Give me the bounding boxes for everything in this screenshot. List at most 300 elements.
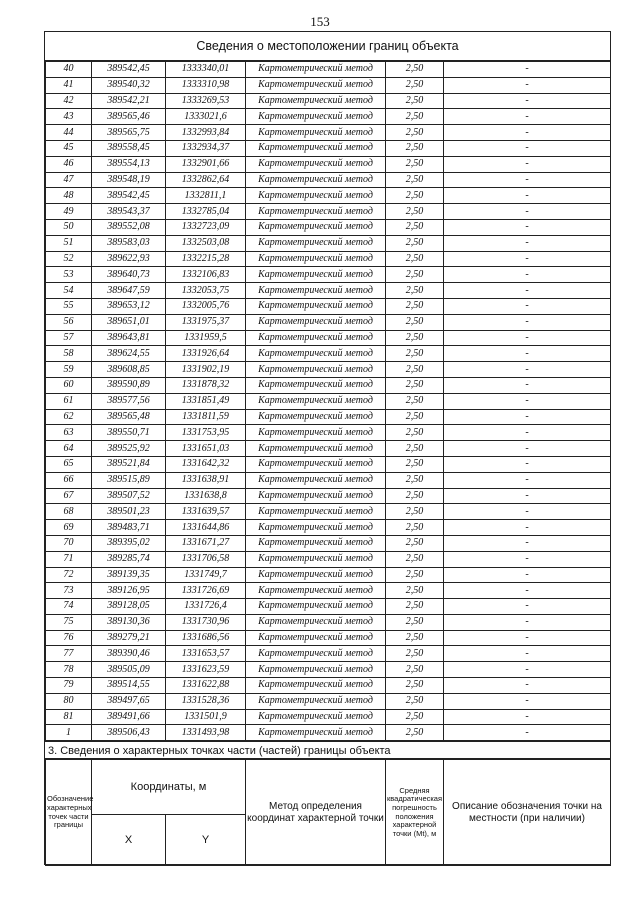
cell-point-number: 76 xyxy=(46,630,92,646)
cell-point-number: 69 xyxy=(46,520,92,536)
cell-coord-y: 1331686,56 xyxy=(166,630,246,646)
cell-point-number: 62 xyxy=(46,409,92,425)
table-row xyxy=(46,188,611,204)
cell-coord-y: 1331878,32 xyxy=(166,377,246,393)
cell-coord-y: 1331493,98 xyxy=(166,725,246,741)
cell-point-number: 41 xyxy=(46,77,92,93)
cell-accuracy: 2,50 xyxy=(386,346,444,362)
cell-coord-x: 389622,93 xyxy=(92,251,166,267)
cell-method: Картометрический метод xyxy=(246,709,386,725)
cell-accuracy: 2,50 xyxy=(386,472,444,488)
cell-coord-x: 389577,56 xyxy=(92,393,166,409)
cell-point-number: 68 xyxy=(46,504,92,520)
cell-coord-x: 389542,21 xyxy=(92,93,166,109)
cell-coord-y: 1331528,36 xyxy=(166,693,246,709)
cell-description: - xyxy=(444,330,611,346)
cell-coord-x: 389651,01 xyxy=(92,314,166,330)
cell-point-number: 78 xyxy=(46,662,92,678)
cell-point-number: 51 xyxy=(46,235,92,251)
cell-point-number: 59 xyxy=(46,362,92,378)
table-row xyxy=(46,172,611,188)
cell-description: - xyxy=(444,646,611,662)
cell-description: - xyxy=(444,709,611,725)
cell-description: - xyxy=(444,662,611,678)
cell-coord-y: 1331653,57 xyxy=(166,646,246,662)
cell-coord-x: 389505,09 xyxy=(92,662,166,678)
cell-description: - xyxy=(444,219,611,235)
cell-coord-x: 389130,36 xyxy=(92,614,166,630)
cell-accuracy: 2,50 xyxy=(386,488,444,504)
cell-description: - xyxy=(444,441,611,457)
cell-coord-x: 389521,84 xyxy=(92,456,166,472)
table-row xyxy=(46,488,611,504)
cell-description: - xyxy=(444,599,611,615)
cell-point-number: 43 xyxy=(46,109,92,125)
table-row xyxy=(46,662,611,678)
cell-method: Картометрический метод xyxy=(246,520,386,536)
cell-coord-x: 389542,45 xyxy=(92,62,166,78)
cell-method: Картометрический метод xyxy=(246,109,386,125)
cell-description: - xyxy=(444,109,611,125)
cell-method: Картометрический метод xyxy=(246,156,386,172)
cell-description: - xyxy=(444,693,611,709)
cell-accuracy: 2,50 xyxy=(386,156,444,172)
cell-description: - xyxy=(444,140,611,156)
cell-coord-y: 1331726,69 xyxy=(166,583,246,599)
cell-method: Картометрический метод xyxy=(246,678,386,694)
header-y: Y xyxy=(166,815,246,866)
cell-coord-x: 389514,55 xyxy=(92,678,166,694)
table-row xyxy=(46,630,611,646)
table-row xyxy=(46,678,611,694)
cell-coord-x: 389515,89 xyxy=(92,472,166,488)
cell-description: - xyxy=(444,725,611,741)
cell-description: - xyxy=(444,678,611,694)
cell-coord-x: 389583,03 xyxy=(92,235,166,251)
header-description: Описание обозначения точки на местности (при наличии) xyxy=(444,760,611,866)
cell-coord-y: 1331651,03 xyxy=(166,441,246,457)
cell-coord-y: 1331671,27 xyxy=(166,535,246,551)
table-row xyxy=(46,330,611,346)
cell-method: Картометрический метод xyxy=(246,62,386,78)
cell-coord-y: 1332993,84 xyxy=(166,125,246,141)
cell-description: - xyxy=(444,583,611,599)
table-row xyxy=(46,583,611,599)
cell-description: - xyxy=(444,614,611,630)
cell-method: Картометрический метод xyxy=(246,314,386,330)
section3-title: 3. Сведения о характерных точках части (частей) границы объекта xyxy=(45,741,610,759)
header-point-label: Обозначение характерных точек части границы xyxy=(46,760,92,866)
cell-method: Картометрический метод xyxy=(246,488,386,504)
table-row xyxy=(46,93,611,109)
cell-point-number: 73 xyxy=(46,583,92,599)
cell-accuracy: 2,50 xyxy=(386,709,444,725)
table-row xyxy=(46,346,611,362)
cell-coord-y: 1331749,7 xyxy=(166,567,246,583)
cell-accuracy: 2,50 xyxy=(386,441,444,457)
cell-description: - xyxy=(444,551,611,567)
cell-method: Картометрический метод xyxy=(246,393,386,409)
cell-coord-y: 1331639,57 xyxy=(166,504,246,520)
cell-method: Картометрический метод xyxy=(246,235,386,251)
cell-accuracy: 2,50 xyxy=(386,109,444,125)
section3-header-table xyxy=(45,759,611,866)
cell-accuracy: 2,50 xyxy=(386,77,444,93)
cell-coord-x: 389565,75 xyxy=(92,125,166,141)
cell-coord-x: 389590,89 xyxy=(92,377,166,393)
table-row xyxy=(46,77,611,93)
cell-coord-x: 389548,19 xyxy=(92,172,166,188)
cell-coord-y: 1331959,5 xyxy=(166,330,246,346)
cell-coord-x: 389279,21 xyxy=(92,630,166,646)
cell-method: Картометрический метод xyxy=(246,409,386,425)
cell-coord-x: 389139,35 xyxy=(92,567,166,583)
cell-point-number: 49 xyxy=(46,204,92,220)
cell-description: - xyxy=(444,62,611,78)
cell-accuracy: 2,50 xyxy=(386,267,444,283)
table-row xyxy=(46,693,611,709)
cell-coord-x: 389550,71 xyxy=(92,425,166,441)
cell-point-number: 63 xyxy=(46,425,92,441)
cell-method: Картометрический метод xyxy=(246,535,386,551)
cell-point-number: 56 xyxy=(46,314,92,330)
cell-point-number: 65 xyxy=(46,456,92,472)
cell-accuracy: 2,50 xyxy=(386,204,444,220)
cell-coord-y: 1332215,28 xyxy=(166,251,246,267)
cell-method: Картометрический метод xyxy=(246,377,386,393)
cell-method: Картометрический метод xyxy=(246,662,386,678)
cell-accuracy: 2,50 xyxy=(386,551,444,567)
table-row xyxy=(46,377,611,393)
cell-coord-x: 389285,74 xyxy=(92,551,166,567)
cell-method: Картометрический метод xyxy=(246,441,386,457)
cell-accuracy: 2,50 xyxy=(386,283,444,299)
cell-coord-x: 389647,59 xyxy=(92,283,166,299)
cell-point-number: 64 xyxy=(46,441,92,457)
cell-description: - xyxy=(444,630,611,646)
cell-accuracy: 2,50 xyxy=(386,693,444,709)
cell-method: Картометрический метод xyxy=(246,630,386,646)
cell-description: - xyxy=(444,77,611,93)
cell-coord-x: 389552,08 xyxy=(92,219,166,235)
cell-coord-y: 1331638,91 xyxy=(166,472,246,488)
cell-coord-x: 389542,45 xyxy=(92,188,166,204)
cell-coord-y: 1332723,09 xyxy=(166,219,246,235)
cell-accuracy: 2,50 xyxy=(386,62,444,78)
cell-description: - xyxy=(444,172,611,188)
table-row xyxy=(46,298,611,314)
cell-method: Картометрический метод xyxy=(246,472,386,488)
cell-description: - xyxy=(444,204,611,220)
cell-method: Картометрический метод xyxy=(246,504,386,520)
cell-accuracy: 2,50 xyxy=(386,235,444,251)
table-row xyxy=(46,314,611,330)
cell-description: - xyxy=(444,125,611,141)
cell-accuracy: 2,50 xyxy=(386,504,444,520)
cell-coord-y: 1331638,8 xyxy=(166,488,246,504)
cell-accuracy: 2,50 xyxy=(386,330,444,346)
cell-coord-y: 1331501,9 xyxy=(166,709,246,725)
cell-point-number: 47 xyxy=(46,172,92,188)
cell-accuracy: 2,50 xyxy=(386,535,444,551)
cell-point-number: 40 xyxy=(46,62,92,78)
cell-accuracy: 2,50 xyxy=(386,219,444,235)
cell-description: - xyxy=(444,346,611,362)
cell-method: Картометрический метод xyxy=(246,346,386,362)
cell-description: - xyxy=(444,314,611,330)
table-row xyxy=(46,425,611,441)
cell-coord-x: 389390,46 xyxy=(92,646,166,662)
cell-coord-y: 1331753,95 xyxy=(166,425,246,441)
cell-accuracy: 2,50 xyxy=(386,298,444,314)
cell-coord-y: 1333269,53 xyxy=(166,93,246,109)
cell-point-number: 46 xyxy=(46,156,92,172)
cell-description: - xyxy=(444,520,611,536)
cell-point-number: 66 xyxy=(46,472,92,488)
table-row xyxy=(46,109,611,125)
cell-point-number: 57 xyxy=(46,330,92,346)
cell-point-number: 44 xyxy=(46,125,92,141)
cell-method: Картометрический метод xyxy=(246,362,386,378)
cell-description: - xyxy=(444,298,611,314)
cell-coord-x: 389525,92 xyxy=(92,441,166,457)
cell-coord-x: 389653,12 xyxy=(92,298,166,314)
table-row xyxy=(46,125,611,141)
cell-coord-y: 1332785,04 xyxy=(166,204,246,220)
cell-description: - xyxy=(444,567,611,583)
table-row xyxy=(46,251,611,267)
cell-point-number: 54 xyxy=(46,283,92,299)
table-row xyxy=(46,725,611,741)
cell-point-number: 72 xyxy=(46,567,92,583)
cell-method: Картометрический метод xyxy=(246,298,386,314)
cell-point-number: 61 xyxy=(46,393,92,409)
cell-accuracy: 2,50 xyxy=(386,520,444,536)
table-row xyxy=(46,409,611,425)
cell-description: - xyxy=(444,488,611,504)
table-row xyxy=(46,204,611,220)
cell-method: Картометрический метод xyxy=(246,93,386,109)
page-number: 153 xyxy=(310,14,330,29)
cell-coord-y: 1331902,19 xyxy=(166,362,246,378)
cell-method: Картометрический метод xyxy=(246,267,386,283)
cell-description: - xyxy=(444,456,611,472)
cell-coord-x: 389558,45 xyxy=(92,140,166,156)
cell-point-number: 50 xyxy=(46,219,92,235)
cell-point-number: 71 xyxy=(46,551,92,567)
cell-coord-y: 1331706,58 xyxy=(166,551,246,567)
cell-point-number: 67 xyxy=(46,488,92,504)
cell-accuracy: 2,50 xyxy=(386,662,444,678)
cell-point-number: 81 xyxy=(46,709,92,725)
cell-method: Картометрический метод xyxy=(246,725,386,741)
cell-accuracy: 2,50 xyxy=(386,377,444,393)
cell-coord-x: 389501,23 xyxy=(92,504,166,520)
table-row xyxy=(46,520,611,536)
cell-coord-y: 1331811,59 xyxy=(166,409,246,425)
table-row xyxy=(46,646,611,662)
table-row xyxy=(46,219,611,235)
cell-description: - xyxy=(444,504,611,520)
cell-method: Картометрический метод xyxy=(246,330,386,346)
boundary-points-table xyxy=(45,61,611,741)
cell-coord-y: 1331926,64 xyxy=(166,346,246,362)
cell-method: Картометрический метод xyxy=(246,614,386,630)
table-row xyxy=(46,283,611,299)
cell-accuracy: 2,50 xyxy=(386,425,444,441)
table-row xyxy=(46,140,611,156)
cell-accuracy: 2,50 xyxy=(386,630,444,646)
cell-accuracy: 2,50 xyxy=(386,393,444,409)
cell-coord-y: 1333021,6 xyxy=(166,109,246,125)
cell-coord-y: 1332106,83 xyxy=(166,267,246,283)
cell-description: - xyxy=(444,377,611,393)
cell-coord-x: 389497,65 xyxy=(92,693,166,709)
cell-point-number: 75 xyxy=(46,614,92,630)
cell-method: Картометрический метод xyxy=(246,125,386,141)
cell-accuracy: 2,50 xyxy=(386,725,444,741)
cell-coord-y: 1331644,86 xyxy=(166,520,246,536)
cell-accuracy: 2,50 xyxy=(386,93,444,109)
cell-point-number: 48 xyxy=(46,188,92,204)
cell-coord-y: 1332005,76 xyxy=(166,298,246,314)
table-row xyxy=(46,235,611,251)
cell-method: Картометрический метод xyxy=(246,551,386,567)
table-row xyxy=(46,535,611,551)
table-row xyxy=(46,456,611,472)
cell-coord-x: 389565,48 xyxy=(92,409,166,425)
cell-coord-y: 1332901,66 xyxy=(166,156,246,172)
cell-coord-y: 1331975,37 xyxy=(166,314,246,330)
cell-accuracy: 2,50 xyxy=(386,567,444,583)
cell-coord-x: 389643,81 xyxy=(92,330,166,346)
cell-method: Картометрический метод xyxy=(246,251,386,267)
cell-method: Картометрический метод xyxy=(246,425,386,441)
cell-coord-y: 1332811,1 xyxy=(166,188,246,204)
table-row xyxy=(46,614,611,630)
cell-method: Картометрический метод xyxy=(246,140,386,156)
cell-method: Картометрический метод xyxy=(246,693,386,709)
header-method: Метод определения координат характерной точки xyxy=(246,760,386,866)
section-title: Сведения о местоположении границ объекта xyxy=(45,32,610,61)
cell-method: Картометрический метод xyxy=(246,77,386,93)
cell-coord-y: 1332503,08 xyxy=(166,235,246,251)
cell-method: Картометрический метод xyxy=(246,646,386,662)
cell-accuracy: 2,50 xyxy=(386,614,444,630)
cell-coord-x: 389540,32 xyxy=(92,77,166,93)
cell-description: - xyxy=(444,409,611,425)
cell-description: - xyxy=(444,425,611,441)
cell-accuracy: 2,50 xyxy=(386,140,444,156)
cell-point-number: 45 xyxy=(46,140,92,156)
cell-coord-x: 389506,43 xyxy=(92,725,166,741)
boundary-points-body xyxy=(46,62,611,741)
cell-point-number: 42 xyxy=(46,93,92,109)
cell-method: Картометрический метод xyxy=(246,283,386,299)
table-row xyxy=(46,551,611,567)
cell-coord-x: 389640,73 xyxy=(92,267,166,283)
cell-coord-y: 1332934,37 xyxy=(166,140,246,156)
cell-method: Картометрический метод xyxy=(246,599,386,615)
cell-accuracy: 2,50 xyxy=(386,599,444,615)
cell-coord-x: 389128,05 xyxy=(92,599,166,615)
cell-coord-x: 389624,55 xyxy=(92,346,166,362)
cell-accuracy: 2,50 xyxy=(386,188,444,204)
cell-description: - xyxy=(444,235,611,251)
header-accuracy: Средняя квадратическая погрешность положения характерной точки (Mt), м xyxy=(386,760,444,866)
cell-point-number: 55 xyxy=(46,298,92,314)
cell-coord-y: 1331730,96 xyxy=(166,614,246,630)
table-row xyxy=(46,599,611,615)
cell-coord-x: 389395,02 xyxy=(92,535,166,551)
cell-accuracy: 2,50 xyxy=(386,409,444,425)
cell-coord-y: 1331622,88 xyxy=(166,678,246,694)
cell-coord-x: 389565,46 xyxy=(92,109,166,125)
cell-point-number: 58 xyxy=(46,346,92,362)
cell-accuracy: 2,50 xyxy=(386,314,444,330)
cell-coord-y: 1332053,75 xyxy=(166,283,246,299)
cell-coord-x: 389608,85 xyxy=(92,362,166,378)
cell-coord-y: 1331642,32 xyxy=(166,456,246,472)
cell-accuracy: 2,50 xyxy=(386,646,444,662)
cell-description: - xyxy=(444,393,611,409)
table-row xyxy=(46,62,611,78)
cell-description: - xyxy=(444,251,611,267)
table-row xyxy=(46,267,611,283)
cell-accuracy: 2,50 xyxy=(386,456,444,472)
table-row xyxy=(46,567,611,583)
cell-point-number: 60 xyxy=(46,377,92,393)
cell-accuracy: 2,50 xyxy=(386,125,444,141)
cell-point-number: 79 xyxy=(46,678,92,694)
cell-method: Картометрический метод xyxy=(246,567,386,583)
cell-point-number: 70 xyxy=(46,535,92,551)
cell-description: - xyxy=(444,188,611,204)
cell-point-number: 80 xyxy=(46,693,92,709)
cell-accuracy: 2,50 xyxy=(386,583,444,599)
cell-description: - xyxy=(444,535,611,551)
cell-method: Картометрический метод xyxy=(246,456,386,472)
cell-description: - xyxy=(444,267,611,283)
cell-coord-x: 389543,37 xyxy=(92,204,166,220)
cell-description: - xyxy=(444,472,611,488)
cell-accuracy: 2,50 xyxy=(386,172,444,188)
cell-accuracy: 2,50 xyxy=(386,251,444,267)
table-row xyxy=(46,472,611,488)
cell-coord-x: 389483,71 xyxy=(92,520,166,536)
header-coordinates: Координаты, м xyxy=(92,760,246,815)
cell-point-number: 53 xyxy=(46,267,92,283)
cell-coord-y: 1333310,98 xyxy=(166,77,246,93)
header-x: X xyxy=(92,815,166,866)
cell-point-number: 1 xyxy=(46,725,92,741)
cell-point-number: 74 xyxy=(46,599,92,615)
cell-method: Картометрический метод xyxy=(246,188,386,204)
table-row xyxy=(46,441,611,457)
cell-coord-y: 1331623,59 xyxy=(166,662,246,678)
cell-accuracy: 2,50 xyxy=(386,678,444,694)
cell-method: Картометрический метод xyxy=(246,172,386,188)
cell-coord-x: 389507,52 xyxy=(92,488,166,504)
cell-coord-y: 1331851,49 xyxy=(166,393,246,409)
table-row xyxy=(46,709,611,725)
cell-coord-x: 389554,13 xyxy=(92,156,166,172)
cell-coord-y: 1332862,64 xyxy=(166,172,246,188)
cell-description: - xyxy=(444,283,611,299)
cell-coord-x: 389126,95 xyxy=(92,583,166,599)
cell-method: Картометрический метод xyxy=(246,204,386,220)
table-row xyxy=(46,393,611,409)
